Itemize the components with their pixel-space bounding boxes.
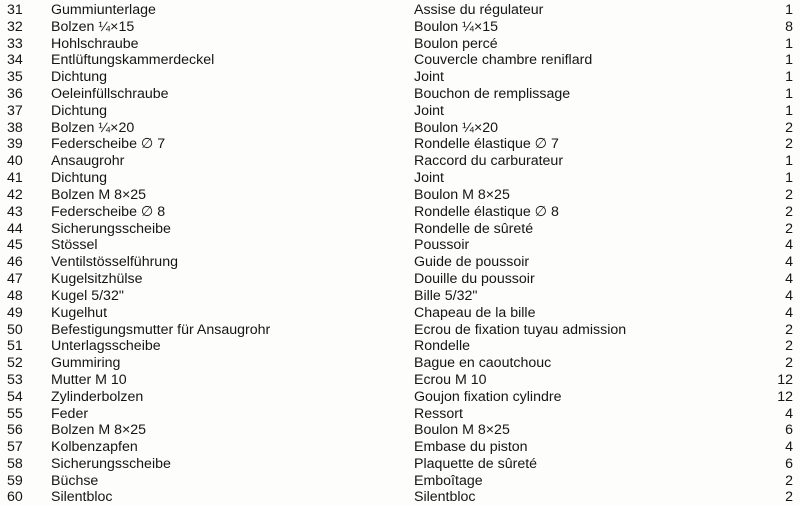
quantity: 4 — [785, 254, 793, 270]
part-number: 35 — [7, 69, 23, 85]
part-number: 47 — [7, 271, 23, 287]
part-number: 31 — [7, 2, 23, 18]
quantity: 2 — [785, 322, 793, 338]
parts-row — [0, 19, 800, 36]
french-description: Joint — [414, 103, 444, 119]
parts-row — [0, 2, 800, 19]
german-description: Bolzen M 8×25 — [51, 422, 147, 438]
part-number: 43 — [7, 204, 23, 220]
quantity: 1 — [785, 69, 793, 85]
part-number: 46 — [7, 254, 23, 270]
german-description: Entlüftungskammerdeckel — [51, 52, 215, 68]
german-description: Sicherungsscheibe — [51, 221, 171, 237]
quantity: 2 — [785, 355, 793, 371]
parts-row — [0, 153, 800, 170]
quantity: 4 — [785, 439, 793, 455]
part-number: 54 — [7, 389, 23, 405]
part-number: 41 — [7, 170, 23, 186]
quantity: 1 — [785, 2, 793, 18]
french-description: Boulon M 8×25 — [414, 422, 510, 438]
part-number: 34 — [7, 52, 23, 68]
quantity: 2 — [785, 204, 793, 220]
parts-row — [0, 103, 800, 120]
parts-row — [0, 136, 800, 153]
french-description: Plaquette de sûreté — [414, 456, 538, 472]
part-number: 44 — [7, 221, 23, 237]
part-number: 48 — [7, 288, 23, 304]
part-number: 58 — [7, 456, 23, 472]
german-description: Mutter M 10 — [51, 372, 127, 388]
german-description: Dichtung — [51, 69, 107, 85]
german-description: Federscheibe ∅ 7 — [51, 136, 166, 152]
quantity: 4 — [785, 406, 793, 422]
french-description: Couvercle chambre reniflard — [414, 52, 593, 68]
parts-row — [0, 254, 800, 271]
german-description: Gummiunterlage — [51, 2, 156, 18]
quantity: 2 — [785, 136, 793, 152]
french-description: Boulon percé — [414, 36, 498, 52]
german-description: Federscheibe ∅ 8 — [51, 204, 166, 220]
parts-row — [0, 389, 800, 406]
french-description: Boulon ¼×15 — [414, 19, 499, 35]
french-description: Silentbloc — [414, 489, 476, 505]
french-description: Bague en caoutchouc — [414, 355, 552, 371]
quantity: 6 — [785, 422, 793, 438]
quantity: 2 — [785, 221, 793, 237]
french-description: Emboîtage — [414, 473, 483, 489]
quantity: 8 — [785, 19, 793, 35]
part-number: 57 — [7, 439, 23, 455]
german-description: Kugelsitzhülse — [51, 271, 143, 287]
french-description: Goujon fixation cylindre — [414, 389, 562, 405]
part-number: 55 — [7, 406, 23, 422]
parts-row — [0, 271, 800, 288]
part-number: 38 — [7, 120, 23, 136]
german-description: Sicherungsscheibe — [51, 456, 171, 472]
parts-row — [0, 204, 800, 221]
french-description: Poussoir — [414, 237, 470, 253]
parts-row — [0, 355, 800, 372]
parts-row — [0, 372, 800, 389]
quantity: 4 — [785, 237, 793, 253]
part-number: 45 — [7, 237, 23, 253]
french-description: Douille du poussoir — [414, 271, 535, 287]
french-description: Rondelle élastique ∅ 8 — [414, 204, 559, 220]
parts-row — [0, 187, 800, 204]
parts-row — [0, 120, 800, 137]
german-description: Dichtung — [51, 170, 107, 186]
french-description: Rondelle de sûreté — [414, 221, 534, 237]
french-description: Embase du piston — [414, 439, 528, 455]
parts-row — [0, 473, 800, 490]
german-description: Feder — [51, 406, 89, 422]
german-description: Kugel 5/32" — [51, 288, 124, 304]
part-number: 49 — [7, 305, 23, 321]
french-description: Ecrou de fixation tuyau admission — [414, 322, 627, 338]
french-description: Ecrou M 10 — [414, 372, 487, 388]
french-description: Ressort — [414, 406, 463, 422]
french-description: Boulon ¼×20 — [414, 120, 499, 136]
french-description: Assise du régulateur — [414, 2, 544, 18]
german-description: Bolzen ¼×15 — [51, 19, 135, 35]
part-number: 40 — [7, 153, 23, 169]
french-description: Bouchon de remplissage — [414, 86, 571, 102]
part-number: 60 — [7, 489, 23, 505]
french-description: Joint — [414, 69, 444, 85]
german-description: Hohlschraube — [51, 36, 139, 52]
german-description: Silentbloc — [51, 489, 113, 505]
german-description: Unterlagsscheibe — [51, 338, 161, 354]
german-description: Stössel — [51, 237, 98, 253]
quantity: 2 — [785, 338, 793, 354]
french-description: Guide de poussoir — [414, 254, 530, 270]
german-description: Bolzen ¼×20 — [51, 120, 135, 136]
german-description: Büchse — [51, 473, 99, 489]
parts-row — [0, 36, 800, 53]
parts-row — [0, 170, 800, 187]
french-description: Rondelle élastique ∅ 7 — [414, 136, 559, 152]
part-number: 33 — [7, 36, 23, 52]
parts-row — [0, 69, 800, 86]
french-description: Chapeau de la bille — [414, 305, 536, 321]
german-description: Befestigungsmutter für Ansaugrohr — [51, 322, 271, 338]
parts-row — [0, 439, 800, 456]
parts-row — [0, 221, 800, 238]
german-description: Oeleinfüllschraube — [51, 86, 169, 102]
parts-row — [0, 86, 800, 103]
german-description: Ansaugrohr — [51, 153, 125, 169]
german-description: Kugelhut — [51, 305, 108, 321]
quantity: 1 — [785, 153, 793, 169]
quantity: 2 — [785, 120, 793, 136]
parts-row — [0, 338, 800, 355]
french-description: Bille 5/32" — [414, 288, 478, 304]
french-description: Rondelle — [414, 338, 471, 354]
part-number: 42 — [7, 187, 23, 203]
quantity: 4 — [785, 305, 793, 321]
quantity: 1 — [785, 86, 793, 102]
quantity: 2 — [785, 489, 793, 505]
french-description: Joint — [414, 170, 444, 186]
part-number: 51 — [7, 338, 23, 354]
quantity: 12 — [777, 389, 793, 405]
quantity: 6 — [785, 456, 793, 472]
parts-row — [0, 406, 800, 423]
parts-row — [0, 305, 800, 322]
part-number: 32 — [7, 19, 23, 35]
parts-row — [0, 52, 800, 69]
part-number: 56 — [7, 422, 23, 438]
parts-row — [0, 456, 800, 473]
part-number: 50 — [7, 322, 23, 338]
german-description: Bolzen M 8×25 — [51, 187, 147, 203]
quantity: 12 — [777, 372, 793, 388]
quantity: 1 — [785, 103, 793, 119]
quantity: 1 — [785, 170, 793, 186]
parts-row — [0, 322, 800, 339]
part-number: 37 — [7, 103, 23, 119]
quantity: 2 — [785, 187, 793, 203]
parts-row — [0, 489, 800, 506]
french-description: Raccord du carburateur — [414, 153, 564, 169]
part-number: 53 — [7, 372, 23, 388]
german-description: Gummiring — [51, 355, 121, 371]
french-description: Boulon M 8×25 — [414, 187, 510, 203]
german-description: Zylinderbolzen — [51, 389, 144, 405]
parts-row — [0, 288, 800, 305]
quantity: 1 — [785, 36, 793, 52]
german-description: Ventilstösselführung — [51, 254, 178, 270]
quantity: 4 — [785, 271, 793, 287]
quantity: 4 — [785, 288, 793, 304]
german-description: Kolbenzapfen — [51, 439, 138, 455]
part-number: 36 — [7, 86, 23, 102]
parts-row — [0, 422, 800, 439]
quantity: 2 — [785, 473, 793, 489]
german-description: Dichtung — [51, 103, 107, 119]
quantity: 1 — [785, 52, 793, 68]
part-number: 52 — [7, 355, 23, 371]
part-number: 59 — [7, 473, 23, 489]
parts-row — [0, 237, 800, 254]
part-number: 39 — [7, 136, 23, 152]
